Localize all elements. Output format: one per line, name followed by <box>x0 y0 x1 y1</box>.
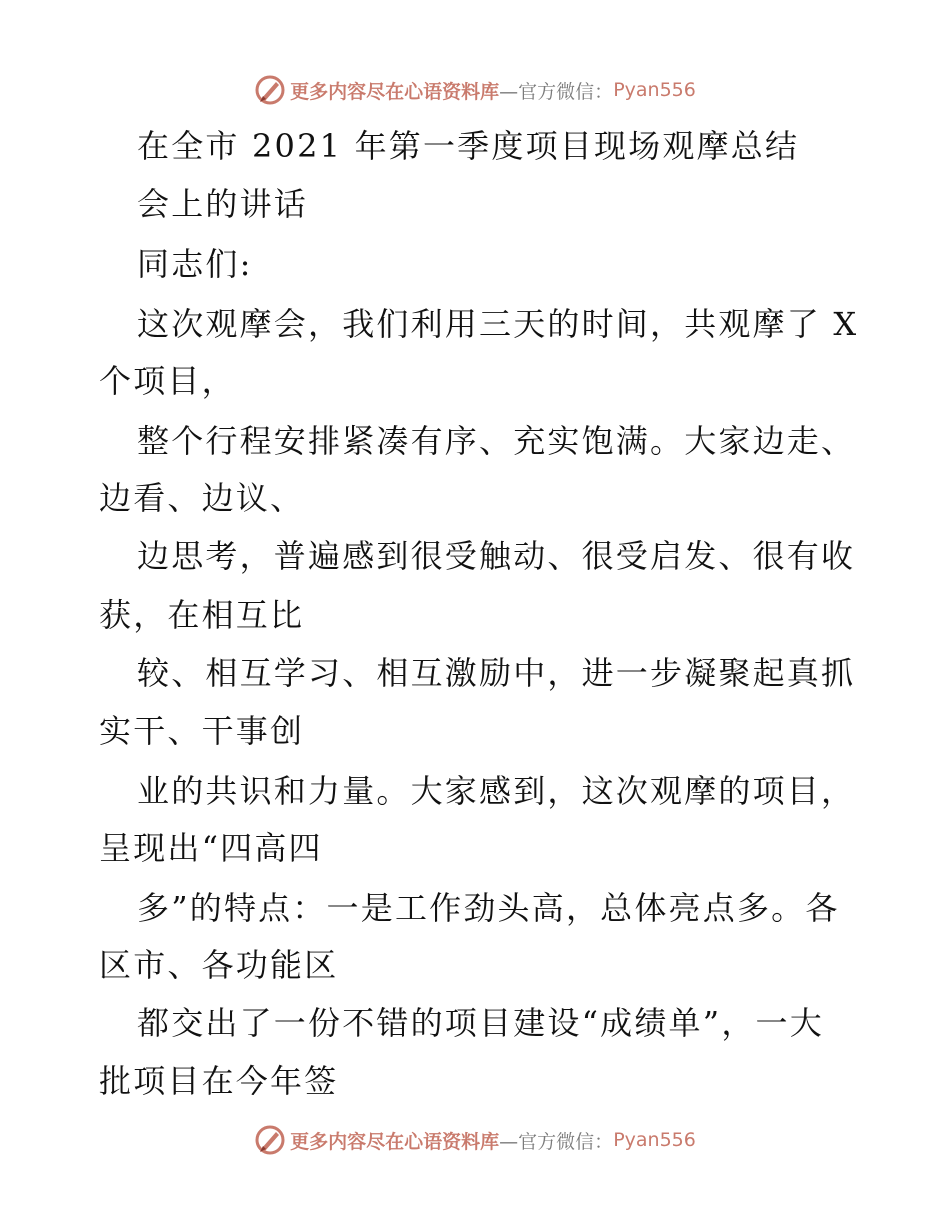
body-line: 这次观摩会，我们利用三天的时间，共观摩了 X <box>137 305 859 343</box>
body-line: 区市、各功能区 <box>99 946 339 984</box>
body-line: 边看、边议、 <box>99 479 305 517</box>
body-line: 多”的特点：一是工作劲头高，总体亮点多。各 <box>137 889 840 927</box>
watermark-wechat-label: —官方微信： <box>499 1130 614 1153</box>
body-line: 呈现出“四高四 <box>99 829 323 867</box>
pen-circle-logo-icon <box>254 1124 286 1156</box>
body-line: 整个行程安排紧凑有序、充实饱满。大家边走、 <box>137 422 856 460</box>
header-watermark <box>0 73 950 107</box>
body-line: 批项目在今年签 <box>99 1062 339 1100</box>
title-line-2: 会上的讲话 <box>137 185 309 223</box>
body-line: 都交出了一份不错的项目建设“成绩单”，一大 <box>137 1004 824 1042</box>
body-line: 获，在相互比 <box>99 596 305 634</box>
body-line: 实干、干事创 <box>99 712 305 750</box>
watermark-text: 更多内容尽在心语资料库 <box>290 1130 500 1153</box>
watermark-text: 更多内容尽在心语资料库 <box>290 80 500 103</box>
body-line: 较、相互学习、相互激励中，进一步凝聚起真抓 <box>137 654 856 692</box>
salutation: 同志们: <box>137 245 253 283</box>
watermark-wechat-id: Pyan556 <box>613 79 696 101</box>
title-line-1: 在全市 2021 年第一季度项目现场观摩总结 <box>137 127 800 165</box>
pen-circle-logo-icon <box>254 74 286 106</box>
watermark-wechat-label: —官方微信： <box>499 80 614 103</box>
body-line: 边思考，普遍感到很受触动、很受启发、很有收 <box>137 537 856 575</box>
body-line: 业的共识和力量。大家感到，这次观摩的项目， <box>137 772 856 810</box>
watermark-wechat-id: Pyan556 <box>613 1129 696 1151</box>
body-line: 个项目， <box>99 362 236 400</box>
footer-watermark <box>0 1123 950 1157</box>
